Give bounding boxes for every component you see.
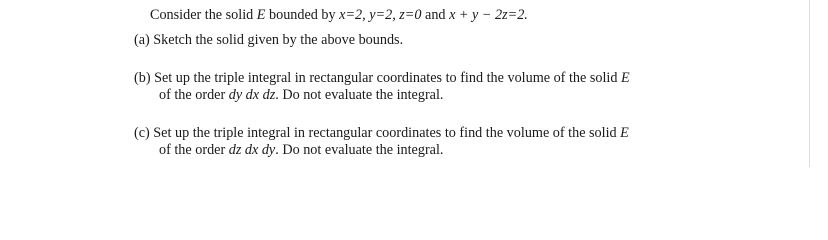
bounding-plane-equation: x + y − 2z=2. xyxy=(449,7,528,23)
intro-text-and: and xyxy=(421,7,450,23)
part-b-text: (b) Set up the triple integral in rectangular coordinates to find the volume of the solid xyxy=(134,70,621,86)
part-b-order-suffix: . Do not evaluate the integral. xyxy=(275,87,444,103)
integration-order: dz dx dy xyxy=(228,142,276,158)
part-b-order-prefix: of the order xyxy=(159,87,229,103)
integration-order: dy dx dz xyxy=(228,87,276,103)
solid-symbol: E xyxy=(620,70,630,86)
part-a xyxy=(134,32,403,49)
page-edge xyxy=(809,0,810,167)
intro-text-bounded: bounded by xyxy=(265,7,340,23)
solid-symbol: E xyxy=(256,7,266,23)
part-b-line-2 xyxy=(159,87,443,104)
part-c-line-2 xyxy=(159,142,443,159)
intro-text: Consider the solid xyxy=(150,7,257,23)
part-c-order-prefix: of the order xyxy=(159,142,229,158)
bounding-planes: x=2, y=2, z=0 xyxy=(339,7,422,23)
part-c-text: (c) Set up the triple integral in rectangular coordinates to find the volume of the solid xyxy=(134,125,621,141)
solid-symbol: E xyxy=(620,125,629,141)
problem-intro xyxy=(150,7,528,24)
part-a-text: (a) Sketch the solid given by the above bounds. xyxy=(134,32,404,48)
part-c-line-1 xyxy=(134,125,629,142)
part-c-order-suffix: . Do not evaluate the integral. xyxy=(275,142,444,158)
part-b-line-1 xyxy=(134,70,630,87)
